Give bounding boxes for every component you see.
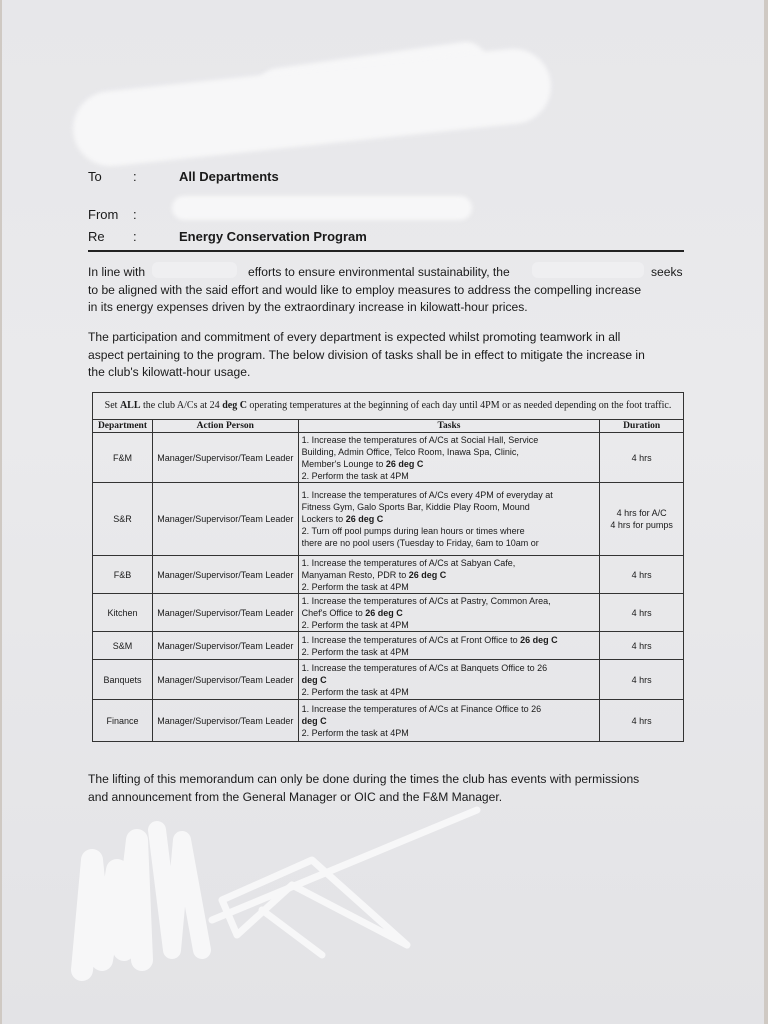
- department-cell: F&M: [93, 433, 153, 483]
- table-header-row: [93, 420, 684, 433]
- action-person-cell: Manager/Supervisor/Team Leader: [152, 483, 298, 556]
- intro-line-2: to be aligned with the said effort and would like to employ measures to address the compelling increase: [88, 282, 642, 297]
- duration-cell: 4 hrs: [600, 433, 684, 483]
- action-person-cell: Manager/Supervisor/Team Leader: [152, 433, 298, 483]
- re-colon: :: [133, 229, 137, 244]
- duration-cell: 4 hrs: [600, 660, 684, 700]
- memo-paper: [2, 0, 764, 1024]
- action-person-cell: Manager/Supervisor/Team Leader: [152, 700, 298, 742]
- department-cell: S&R: [93, 483, 153, 556]
- table-banner-row: [93, 393, 684, 420]
- closing-line-2: and announcement from the General Manager or OIC and the F&M Manager.: [88, 789, 503, 804]
- tasks-cell: 1. Increase the temperatures of A/Cs at Banquets Office to 26 deg C 2. Perform the task at 4PM: [298, 660, 600, 700]
- action-person-cell: Manager/Supervisor/Team Leader: [152, 594, 298, 632]
- tasks-cell: 1. Increase the temperatures of A/Cs every 4PM of everyday at Fitness Gym, Galo Sports Bar, Kiddie Play Room, Mound Lockers to 26 deg C 2. Turn off pool pumps during lean hours or times where there are no pool users (Tuesday to Friday, 6am to 10am or: [298, 483, 600, 556]
- tasks-cell: 1. Increase the temperatures of A/Cs at Pastry, Common Area, Chef's Office to 26 deg C 2. Perform the task at 4PM: [298, 594, 600, 632]
- participation-line-1: The participation and commitment of every department is expected whilst promoting teamwork in all: [88, 330, 621, 344]
- to-label: To: [88, 169, 102, 184]
- intro-part-2: efforts to ensure environmental sustainability, the: [248, 265, 510, 279]
- table-row: [93, 632, 684, 660]
- from-colon: :: [133, 207, 137, 222]
- department-cell: S&M: [93, 632, 153, 660]
- department-cell: Banquets: [93, 660, 153, 700]
- department-cell: Kitchen: [93, 594, 153, 632]
- tasks-cell: 1. Increase the temperatures of A/Cs at Finance Office to 26 deg C 2. Perform the task at 4PM: [298, 700, 600, 742]
- action-person-cell: Manager/Supervisor/Team Leader: [152, 632, 298, 660]
- re-label: Re: [88, 229, 105, 244]
- duration-cell: 4 hrs for A/C 4 hrs for pumps: [600, 483, 684, 556]
- duration-cell: 4 hrs: [600, 632, 684, 660]
- redacted-signature: [62, 800, 502, 990]
- duration-cell: 4 hrs: [600, 594, 684, 632]
- department-cell: F&B: [93, 556, 153, 594]
- header-action-person: Action Person: [152, 420, 298, 433]
- task-table: [92, 392, 684, 742]
- action-person-cell: Manager/Supervisor/Team Leader: [152, 556, 298, 594]
- tasks-cell: 1. Increase the temperatures of A/Cs at Front Office to 26 deg C 2. Perform the task at 4PM: [298, 632, 600, 660]
- intro-part-3: seeks: [651, 265, 683, 279]
- table-row: [93, 700, 684, 742]
- redacted-sender: [172, 196, 472, 220]
- tasks-cell: 1. Increase the temperatures of A/Cs at Sabyan Cafe, Manyaman Resto, PDR to 26 deg C 2. Perform the task at 4PM: [298, 556, 600, 594]
- header-department: Department: [93, 420, 153, 433]
- table-banner: Set ALL the club A/Cs at 24 deg C operating temperatures at the beginning of each day until 4PM or as needed depending on the foot traffic.: [93, 393, 684, 420]
- header-divider: [88, 250, 684, 252]
- to-colon: :: [133, 169, 137, 184]
- re-value: Energy Conservation Program: [179, 229, 367, 244]
- to-value: All Departments: [179, 169, 279, 184]
- participation-line-3: the club's kilowatt-hour usage.: [88, 365, 251, 379]
- redacted-organization: [532, 262, 644, 278]
- duration-cell: 4 hrs: [600, 556, 684, 594]
- participation-line-2: aspect pertaining to the program. The below division of tasks shall be in effect to mitigate the increase in: [88, 347, 645, 362]
- table-row: [93, 594, 684, 632]
- header-duration: Duration: [600, 420, 684, 433]
- redacted-organization: [152, 262, 237, 278]
- participation-paragraph: [88, 329, 686, 382]
- table-row: [93, 483, 684, 556]
- table-row: [93, 660, 684, 700]
- closing-line-1: The lifting of this memorandum can only be done during the times the club has events with permissions: [88, 772, 640, 786]
- duration-cell: 4 hrs: [600, 700, 684, 742]
- intro-part-1: In line with: [88, 265, 146, 279]
- action-person-cell: Manager/Supervisor/Team Leader: [152, 660, 298, 700]
- department-cell: Finance: [93, 700, 153, 742]
- intro-line-3: in its energy expenses driven by the extraordinary increase in kilowatt-hour prices.: [88, 300, 528, 314]
- tasks-cell: 1. Increase the temperatures of A/Cs at Social Hall, Service Building, Admin Office, Telco Room, Inawa Spa, Clinic, Member's Lounge to 26 deg C 2. Perform the task at 4PM: [298, 433, 600, 483]
- from-label: From: [88, 207, 119, 222]
- table-row: [93, 556, 684, 594]
- header-tasks: Tasks: [298, 420, 600, 433]
- table-row: [93, 433, 684, 483]
